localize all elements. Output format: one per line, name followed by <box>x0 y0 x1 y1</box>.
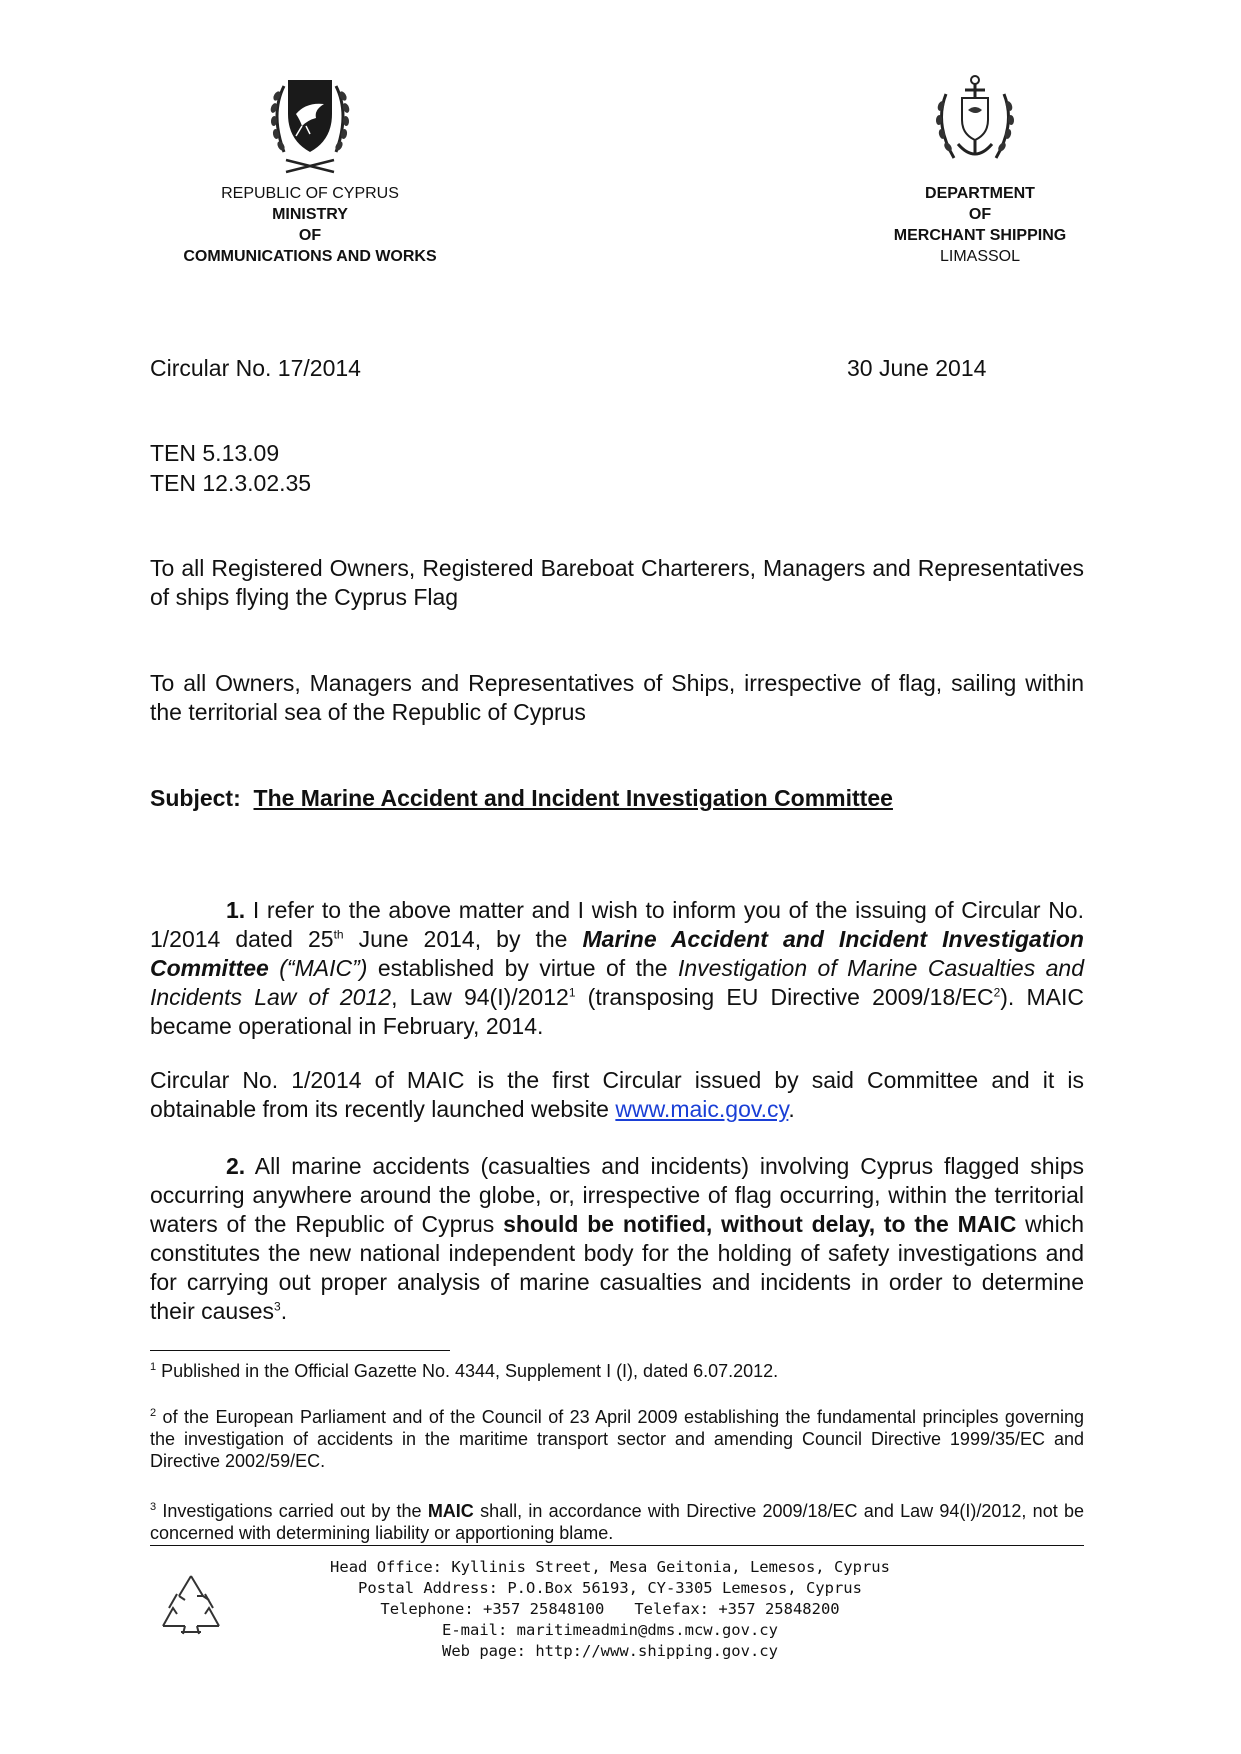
subject-title: The Marine Accident and Incident Investigation Committee <box>253 785 893 811</box>
notification-requirement: should be notified, without delay, to the MAIC <box>503 1211 1017 1237</box>
paragraph-1-text: , Law 94(I)/2012 <box>391 984 569 1010</box>
footnote-separator <box>150 1350 450 1351</box>
header-left-line3: OF <box>298 227 322 244</box>
footer-head-office: Head Office: Kyllinis Street, Mesa Geitonia, Lemesos, Cyprus <box>330 1558 890 1576</box>
circular-date: 30 June 2014 <box>847 355 987 381</box>
footnote-ref-2[interactable]: 2 <box>993 985 1001 1000</box>
footnote-ref-3[interactable]: 3 <box>274 1299 281 1314</box>
subject-label: Subject: <box>150 785 241 811</box>
addressee-all-owners: To all Owners, Managers and Representatives of Ships, irrespective of flag, sailing within the territorial sea of the Republic of Cyprus <box>150 670 1084 725</box>
paragraph-2-text: . <box>280 1298 288 1324</box>
footnote-3-maic: MAIC <box>427 1501 474 1521</box>
maic-website-link[interactable]: www.maic.gov.cy <box>615 1096 789 1122</box>
paragraph-1-text: June 2014, by the <box>343 926 583 952</box>
header-left-line2: MINISTRY <box>272 206 348 223</box>
paragraph-2-text: All marine accidents (casualties and incidents) involving Cyprus flagged ships occurring anywhere around the globe, or, irrespective of flag occurring, within the territorial waters of the Republic of Cyprus <box>150 1153 1084 1237</box>
footer-web-page[interactable]: Web page: http://www.shipping.gov.cy <box>442 1642 778 1660</box>
law-title: Investigation of Marine Casualties and Incidents Law of 2012 <box>150 955 1085 1010</box>
footer-divider <box>150 1545 1084 1546</box>
footer-telephone: Telephone: +357 25848100 <box>380 1600 605 1618</box>
paragraph-1-number: 1. <box>226 897 246 923</box>
footnote-1-mark: 1 <box>150 1361 157 1373</box>
header-left-line4: COMMUNICATIONS AND WORKS <box>183 248 437 265</box>
cyprus-coat-of-arms-icon <box>250 74 370 184</box>
footnote-2 <box>150 1406 1084 1472</box>
header-right-line3: MERCHANT SHIPPING <box>893 227 1067 244</box>
paragraph-2 <box>150 1152 1084 1326</box>
maic-abbreviation: (“MAIC”) <box>268 955 368 981</box>
footnote-3 <box>150 1500 1084 1544</box>
footnote-2-text: of the European Parliament and of the Council of 23 April 2009 establishing the fundamental principles governing the investigation of accidents in the maritime transport sector and amending Council Directive 1999/35/EC and Directive 2002/59/EC. <box>150 1407 1084 1471</box>
reference-1: TEN 5.13.09 <box>150 440 280 466</box>
footnote-3-text: Investigations carried out by the <box>156 1501 428 1521</box>
paragraph-1-text: (transposing EU Directive 2009/18/EC <box>575 984 994 1010</box>
anchor-shield-emblem-icon <box>920 74 1030 174</box>
paragraph-circular-text: . <box>788 1096 795 1122</box>
footnote-1-text: Published in the Official Gazette No. 4344, Supplement I (I), dated 6.07.2012. <box>156 1361 779 1381</box>
department-header <box>830 183 1130 267</box>
paragraph-circular-text: Circular No. 1/2014 of MAIC is the first Circular issued by said Committee and it is obtainable from its recently launched website <box>150 1067 1084 1122</box>
footer-postal-address: Postal Address: P.O.Box 56193, CY-3305 Lemesos, Cyprus <box>358 1579 862 1597</box>
footnote-ref-1[interactable]: 1 <box>568 985 576 1000</box>
header-right-line4: LIMASSOL <box>939 248 1021 265</box>
header-right-line2: OF <box>968 206 992 223</box>
paragraph-1 <box>150 896 1084 1041</box>
subject-line <box>150 785 893 812</box>
footer-telefax: Telefax: +357 25848200 <box>634 1600 840 1618</box>
footnote-3-text: shall, in accordance with Directive 2009/18/EC and Law 94(I)/2012, not be concerned with determining liability or apportioning blame. <box>150 1501 1084 1543</box>
footnote-3-mark: 3 <box>150 1501 157 1513</box>
paragraph-1-text: I refer to the above matter and I wish to inform you of the issuing of Circular No. 1/2014 dated 25 <box>150 897 1084 952</box>
paragraph-2-number: 2. <box>226 1153 246 1179</box>
ministry-header <box>140 183 480 267</box>
header-left-line1: REPUBLIC OF CYPRUS <box>221 185 399 202</box>
paragraph-circular-info <box>150 1066 1084 1124</box>
maic-full-name: Marine Accident and Incident Investigation Committee <box>150 926 1084 981</box>
recycle-icon <box>155 1570 227 1642</box>
circular-number: Circular No. 17/2014 <box>150 355 361 381</box>
paragraph-1-text: ). MAIC became operational in February, 2014. <box>150 984 1084 1039</box>
footer-contact <box>300 1557 920 1662</box>
addressee-registered-owners: To all Registered Owners, Registered Bareboat Charterers, Managers and Representatives of ships flying the Cyprus Flag <box>150 555 1084 610</box>
footnote-1 <box>150 1360 1084 1382</box>
paragraph-1-text: established by virtue of the <box>367 955 678 981</box>
header-right-line1: DEPARTMENT <box>925 185 1035 202</box>
paragraph-2-text: which constitutes the new national independent body for the holding of safety investigations and for carrying out proper analysis of marine casualties and incidents in order to determine their causes <box>150 1211 1084 1324</box>
reference-2: TEN 12.3.02.35 <box>150 470 312 496</box>
footnote-2-mark: 2 <box>150 1407 157 1419</box>
superscript-th: th <box>333 927 344 942</box>
footer-email[interactable]: E-mail: maritimeadmin@dms.mcw.gov.cy <box>442 1621 778 1639</box>
